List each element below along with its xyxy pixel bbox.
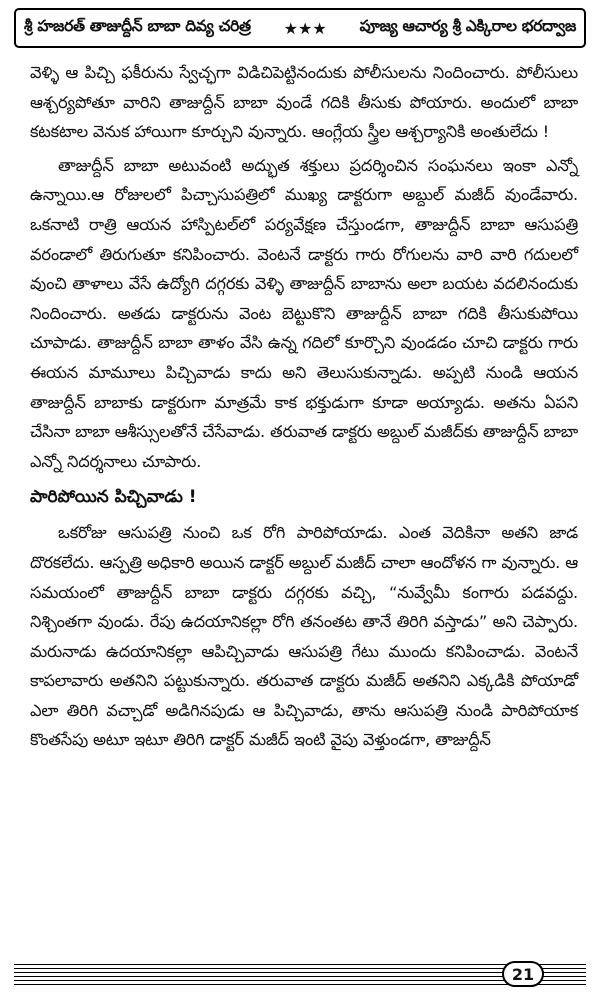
running-header: [14, 8, 586, 48]
section-heading: పారిపోయిన పిచ్చివాడు !: [30, 487, 197, 508]
star-ornament-icon: ★★★: [283, 18, 327, 38]
footer-rule: [14, 964, 586, 986]
page-body: [30, 58, 578, 755]
paragraph: తాజుద్దీన్ బాబా అటువంటి అద్భుత శక్తులు ప్రదర్శించిన సంఘనలు ఇంకా ఎన్నో ఉన్నాయి.ఆ రోజులలో పిచ్చాసుపత్రిలో ముఖ్య డాక్టరుగా అబ్దుల్ మజీద్ వుండేవారు. ఒకనాటి రాత్రి ఆయన హాస్పిటల్‌లో పర్యవేక్షణ చేస్తుండగా, తాజుద్దీన్ బాబా ఆసుపత్రి వరండాలో తిరుగుతూ కనిపించారు. వెంటనే డాక్టరు గారు రోగులను వారి వారి గదులలో వుంచి తాళాలు వేసే ఉద్యోగి దగ్గరకు వెళ్ళి తాజుద్దీన్ బాబాను అలా బయట వదలినందుకు నిందించారు. అతడు డాక్టరును వెంట బెట్టుకొని తాజుద్దీన్ బాబా గదికి తీసుకుపోయి చూపాడు. తాజుద్దీన్ బాబా తాళం వేసి ఉన్న గదిలో కూర్చొని వుండడం చూచి డాక్టరు గారు ఈయన మామూలు పిచ్చివాడు కాదు అని తెలుసుకున్నాడు. అప్పటి నుండి ఆయన తాజుద్దీన్ బాబాకు డాక్టరుగా మాత్రమే కాక భక్తుడుగా కూడా అయ్యాడు. అతను ఏపని చేసినా బాబా ఆశీస్సులతోనే చేసేవాడు. తరువాత డాక్టరు అబ్దుల్ మజీద్‌కు తాజుద్దీన్ బాబా ఎన్నో నిదర్శనాలు చూపారు.: [30, 155, 578, 471]
author-name: పూజ్య ఆచార్య శ్రీ ఎక్కిరాల భరద్వాజ: [359, 17, 576, 35]
paragraph: ఒకరోజు ఆసుపత్రి నుంచి ఒక రోగి పారిపోయాడు. ఎంత వెదికినా అతని జాడ దొరకలేదు. ఆస్పత్రి అధికారి అయిన డాక్టర్ అబ్దుల్ మజీద్ చాలా ఆందోళన గా వున్నారు. ఆ సమయంలో తాజుద్దీన్ బాబా డాక్టరు దగ్గరకు వచ్చి, “నువ్వేమీ కంగారు పడవద్దు. నిశ్చింతగా వుండు. రేపు ఉదయానికల్లా రోగి తనంతట తానే తిరిగి వస్తాడు” అని చెప్పారు. మరునాడు ఉదయానికల్లా ఆపిచ్చివాడు ఆసుపత్రి గేటు ముందు కనిపించాడు. వెంటనే కాపలావారు అతనిని పట్టుకున్నారు. తరువాత డాక్టరు మజీద్ అతనిని ఎక్కడికి పోయాడో ఎలా తిరిగి వచ్చాడో అడిగినపుడు ఆ పిచ్చివాడు, తాను ఆసుపత్రి నుండి పారిపోయాక కొంతసేపు అటూ ఇటూ తిరిగి డాక్టర్ మజీద్ ఇంటి వైపు వెళ్తుండగా, తాజుద్దీన్: [30, 523, 578, 750]
paragraph: వెళ్ళి ఆ పిచ్చి ఫకీరును స్వేచ్ఛగా విడిచిపెట్టినందుకు పోలీసులను నిందించారు. పోలీసులు ఆశ్చర్యపోతూ వారిని తాజుద్దీన్ బాబా వుండే గదికి తీసుకు పోయారు. అందులో బాబా కటకటాల వెనుక హాయిగా కూర్చుని వున్నారు. ఆంగ్లేయ స్త్రీల ఆశ్చర్యానికి అంతులేదు !: [30, 63, 578, 142]
book-title: శ్రీ హజరత్ తాజుద్దీన్ బాబా దివ్య చరిత్ర: [24, 17, 251, 35]
page-number: 21: [502, 961, 544, 987]
